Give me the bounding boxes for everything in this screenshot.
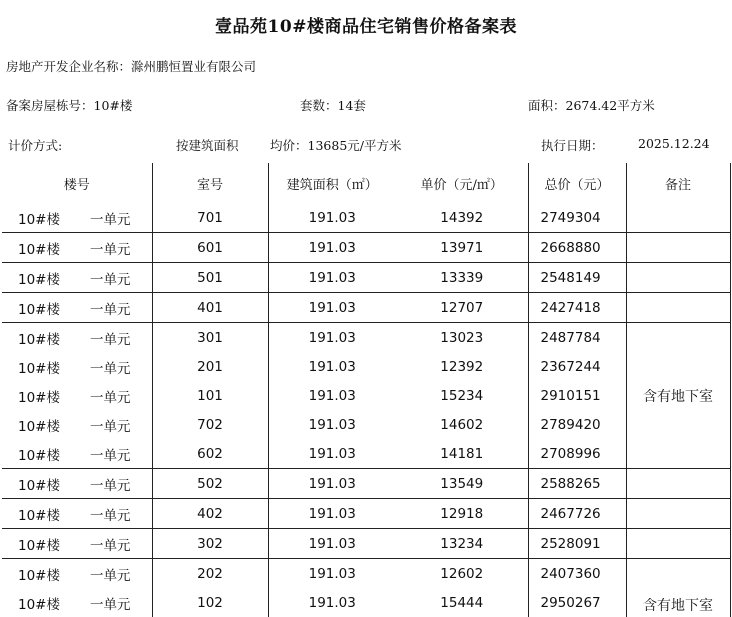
building-cell [2,352,152,381]
building-cell [2,559,152,589]
developer-label: 房地产开发企业名称： [6,59,131,74]
remark-cell [626,263,730,293]
total-price-cell: 2407360 [528,559,626,589]
total-price-cell: 2668880 [528,233,626,263]
header-unit-price: 单价（元/㎡） [396,163,528,203]
total-price-cell: 2427418 [528,293,626,323]
exec-date-label: 执行日期： [541,136,604,154]
area-cell: 191.03 [268,588,396,617]
unit-price-cell: 13549 [396,469,528,499]
avg-price-info [270,136,402,154]
area-cell: 191.03 [268,352,396,381]
units-label: 套数： [300,98,338,113]
building-name: 10#楼 [18,302,60,318]
table-row [2,233,730,263]
building-cell [2,499,152,529]
remark-cell [626,293,730,323]
unit-price-cell: 14392 [396,203,528,233]
table-row [2,381,730,410]
building-name: 10#楼 [18,597,60,613]
building-name: 10#楼 [18,568,60,584]
building-cell [2,293,152,323]
table-row [2,293,730,323]
header-total-price: 总价（元） [528,163,626,203]
room-cell: 402 [152,499,268,529]
area-cell: 191.03 [268,410,396,439]
avg-price-value: 13685元/平方米 [308,138,402,153]
area-value: 2674.42平方米 [566,98,655,113]
total-price-cell: 2467726 [528,499,626,529]
area-cell: 191.03 [268,381,396,410]
remark-cell [626,529,730,559]
table-row [2,439,730,469]
total-price-cell: 2367244 [528,352,626,381]
room-cell: 401 [152,293,268,323]
unit-price-cell: 12602 [396,559,528,589]
unit-name: 一单元 [90,534,131,554]
unit-name: 一单元 [90,357,131,377]
remark-cell: 含有地下室 [626,323,730,469]
area-cell: 191.03 [268,293,396,323]
room-cell: 201 [152,352,268,381]
table-row [2,352,730,381]
avg-price-label: 均价： [270,138,308,153]
building-cell [2,263,152,293]
pricing-label: 计价方式: [8,136,62,154]
remark-cell [626,203,730,233]
unit-name: 一单元 [90,444,131,464]
room-cell: 502 [152,469,268,499]
building-info [6,96,132,114]
building-cell [2,588,152,617]
building-cell [2,529,152,559]
unit-name: 一单元 [90,593,131,613]
unit-price-cell: 12707 [396,293,528,323]
table-row [2,469,730,499]
area-cell: 191.03 [268,499,396,529]
building-name: 10#楼 [18,508,60,524]
remark-cell [626,499,730,529]
exec-date-value: 2025.12.24 [638,136,710,151]
table-row [2,529,730,559]
unit-name: 一单元 [90,564,131,584]
unit-price-cell: 14181 [396,439,528,469]
unit-name: 一单元 [90,474,131,494]
unit-price-cell: 14602 [396,410,528,439]
area-cell: 191.03 [268,323,396,353]
building-name: 10#楼 [18,538,60,554]
building-name: 10#楼 [18,478,60,494]
unit-name: 一单元 [90,238,131,258]
remark-cell: 含有地下室 [626,559,730,617]
building-name: 10#楼 [18,272,60,288]
total-price-cell: 2789420 [528,410,626,439]
room-cell: 102 [152,588,268,617]
room-cell: 602 [152,439,268,469]
total-price-cell: 2749304 [528,203,626,233]
table-row [2,499,730,529]
header-remark: 备注 [626,163,730,203]
pricing-value: 按建筑面积 [176,136,239,154]
header-room: 室号 [152,163,268,203]
room-cell: 101 [152,381,268,410]
area-cell: 191.03 [268,559,396,589]
unit-price-cell: 15234 [396,381,528,410]
units-info [300,96,366,114]
room-cell: 601 [152,233,268,263]
building-name: 10#楼 [18,390,60,406]
unit-price-cell: 13339 [396,263,528,293]
room-cell: 701 [152,203,268,233]
building-name: 10#楼 [18,361,60,377]
developer-value: 滁州鹏恒置业有限公司 [131,59,256,74]
unit-name: 一单元 [90,415,131,435]
area-cell: 191.03 [268,529,396,559]
table-row [2,588,730,617]
total-price-cell: 2528091 [528,529,626,559]
unit-name: 一单元 [90,208,131,228]
building-name: 10#楼 [18,242,60,258]
table-row [2,203,730,233]
unit-price-cell: 13234 [396,529,528,559]
room-cell: 202 [152,559,268,589]
building-label: 备案房屋栋号： [6,98,94,113]
remark-cell [626,469,730,499]
area-cell: 191.03 [268,233,396,263]
building-cell [2,439,152,469]
area-info [528,96,655,114]
unit-price-cell: 12918 [396,499,528,529]
room-cell: 501 [152,263,268,293]
remark-cell [626,233,730,263]
table-header-row [2,163,730,203]
table-row [2,323,730,353]
unit-name: 一单元 [90,504,131,524]
header-building: 楼号 [2,163,152,203]
developer-row [6,57,256,75]
unit-name: 一单元 [90,268,131,288]
unit-name: 一单元 [90,328,131,348]
total-price-cell: 2588265 [528,469,626,499]
total-price-cell: 2487784 [528,323,626,353]
total-price-cell: 2950267 [528,588,626,617]
building-value: 10#楼 [94,98,133,113]
building-name: 10#楼 [18,448,60,464]
building-name: 10#楼 [18,212,60,228]
units-value: 14套 [338,98,366,113]
unit-price-cell: 13023 [396,323,528,353]
table-row [2,263,730,293]
room-cell: 302 [152,529,268,559]
building-name: 10#楼 [18,419,60,435]
room-cell: 702 [152,410,268,439]
building-cell [2,469,152,499]
building-cell [2,381,152,410]
total-price-cell: 2910151 [528,381,626,410]
page-title: 壹品苑10#楼商品住宅销售价格备案表 [0,12,732,37]
unit-price-cell: 13971 [396,233,528,263]
unit-price-cell: 15444 [396,588,528,617]
building-cell [2,410,152,439]
total-price-cell: 2708996 [528,439,626,469]
room-cell: 301 [152,323,268,353]
unit-name: 一单元 [90,386,131,406]
area-label: 面积： [528,98,566,113]
building-cell [2,323,152,353]
header-area: 建筑面积（㎡） [268,163,396,203]
area-cell: 191.03 [268,263,396,293]
area-cell: 191.03 [268,439,396,469]
unit-name: 一单元 [90,298,131,318]
area-cell: 191.03 [268,203,396,233]
table-row [2,410,730,439]
building-cell [2,203,152,233]
total-price-cell: 2548149 [528,263,626,293]
table-row [2,559,730,589]
area-cell: 191.03 [268,469,396,499]
price-table [2,163,731,617]
building-name: 10#楼 [18,332,60,348]
building-cell [2,233,152,263]
unit-price-cell: 12392 [396,352,528,381]
